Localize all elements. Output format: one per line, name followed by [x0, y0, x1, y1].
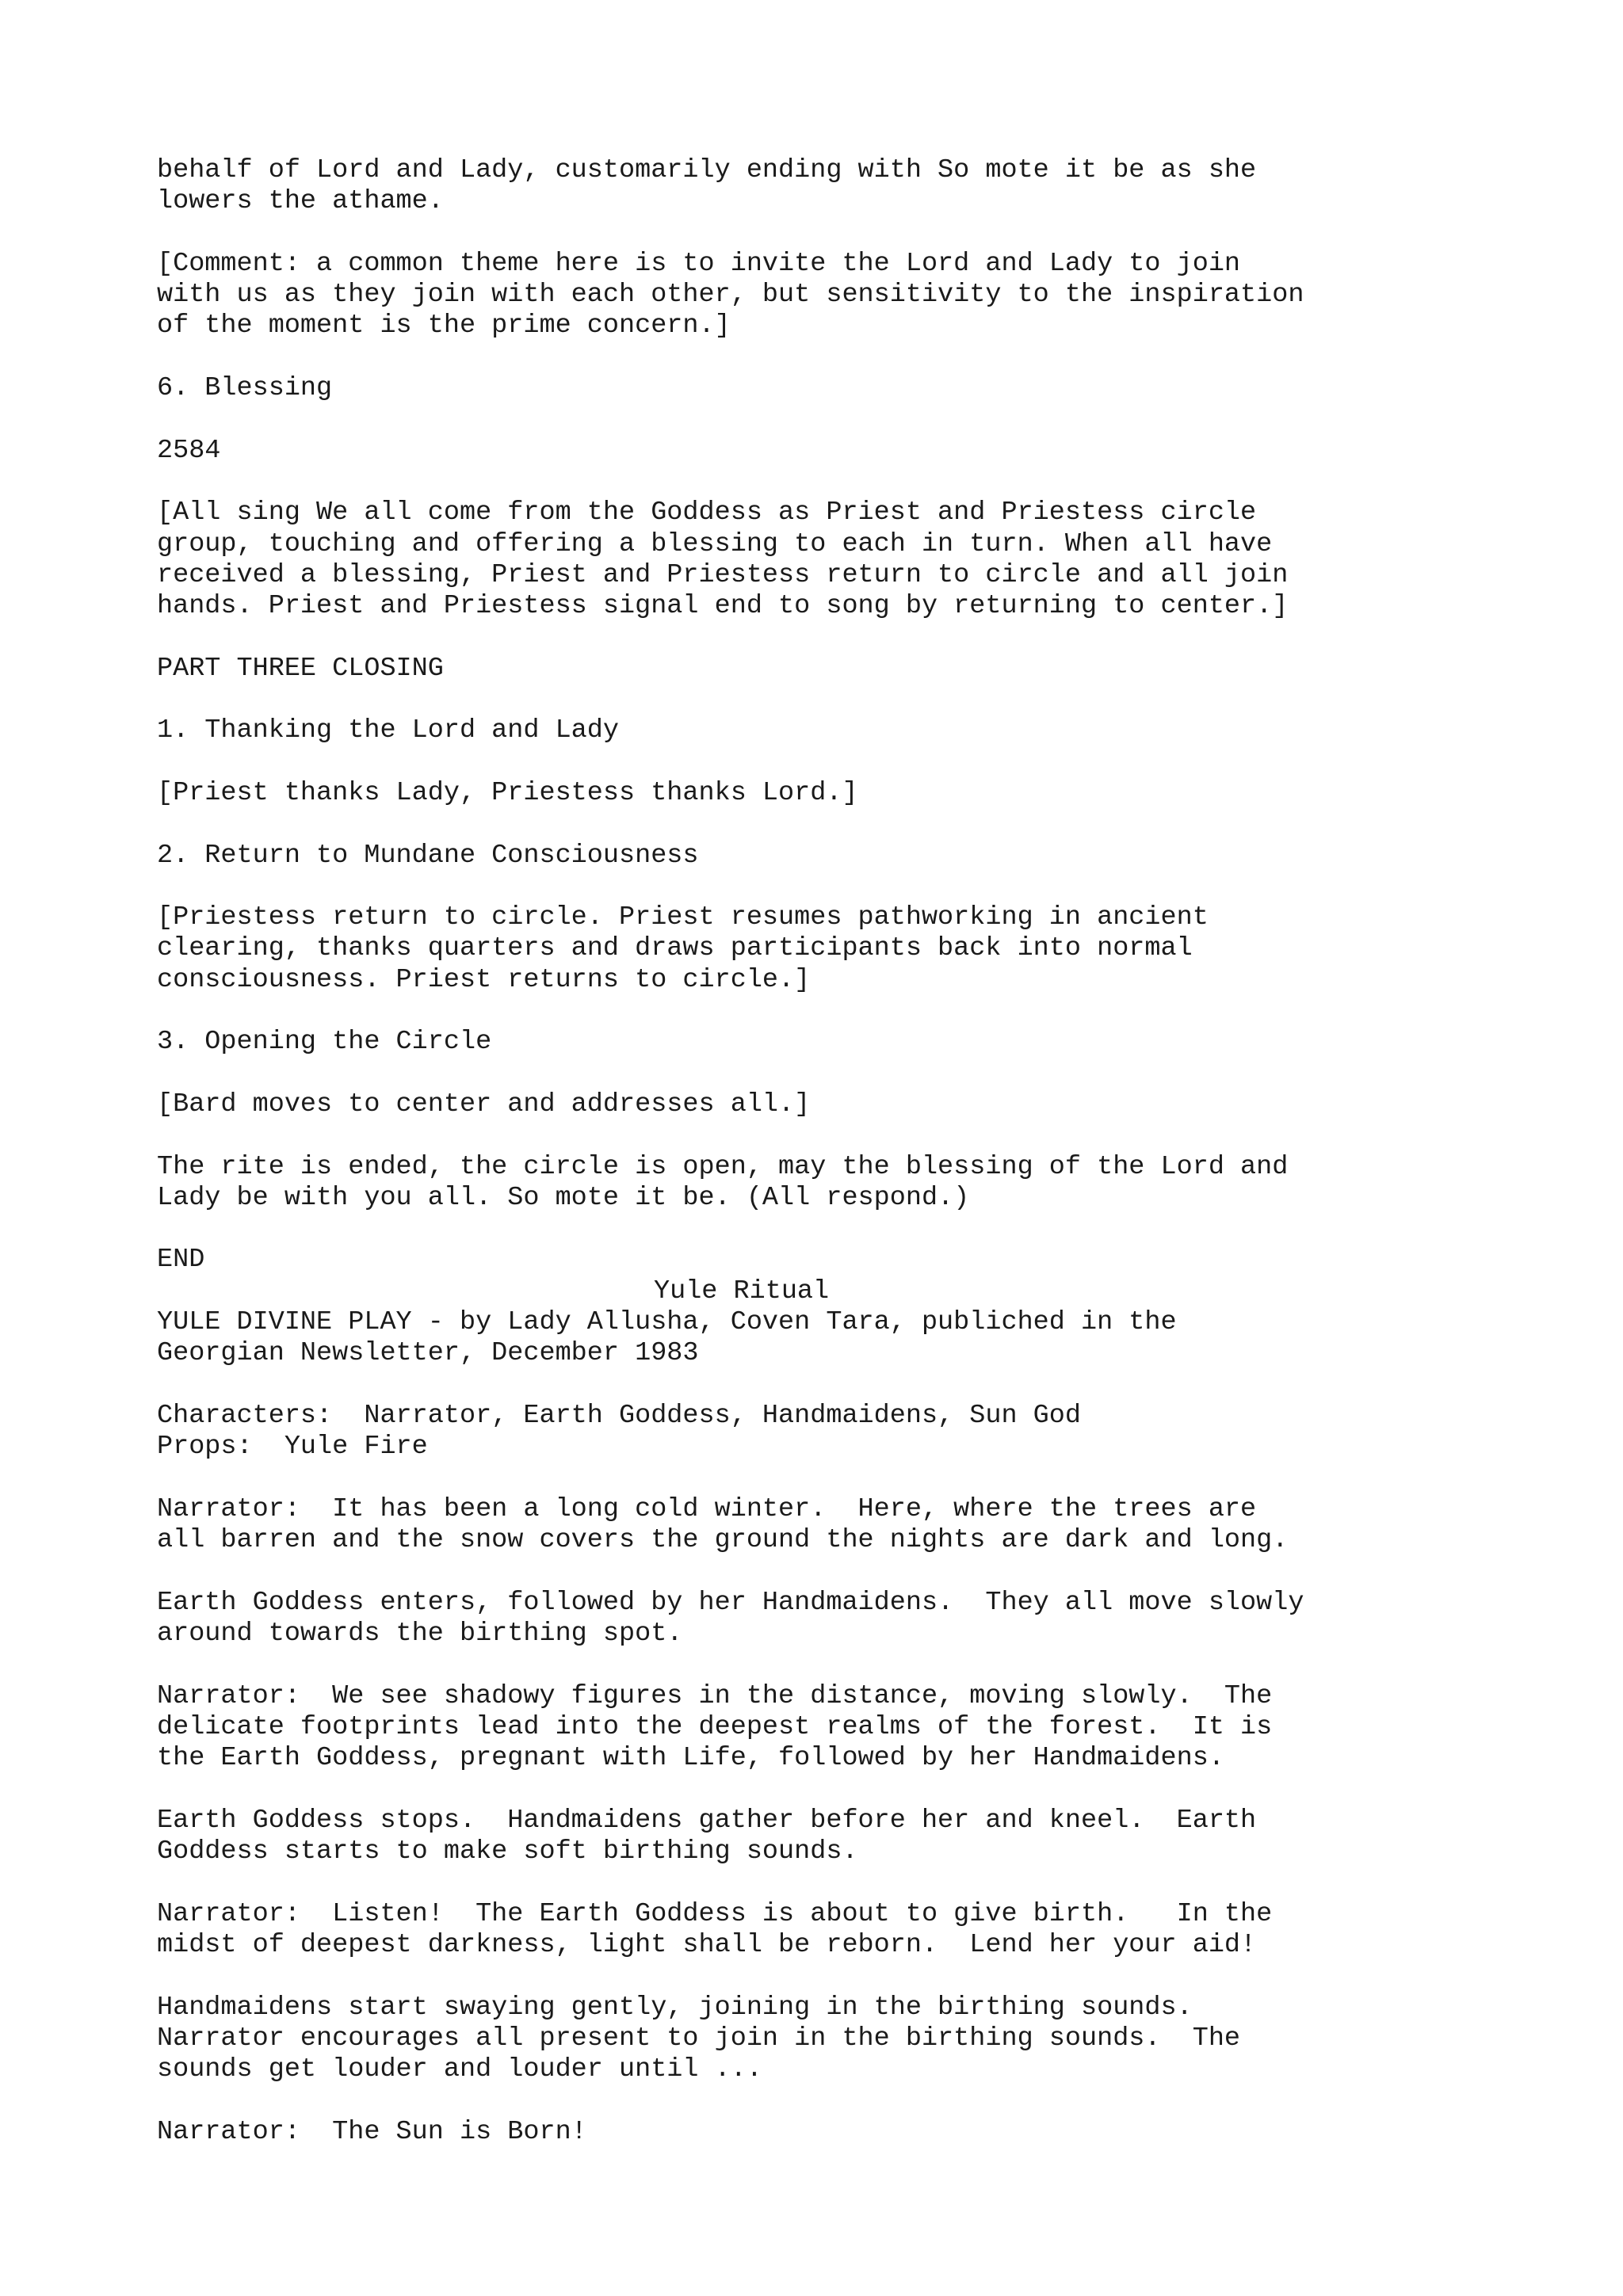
text-line: Narrator: Listen! The Earth Goddess is about to give birth. In the: [157, 1898, 1273, 1929]
text-line: 3. Opening the Circle: [157, 1027, 492, 1058]
text-line: [157, 1120, 1552, 1151]
text-line: around towards the birthing spot.: [157, 1618, 683, 1649]
text-line: [157, 2085, 1552, 2116]
text-line: Narrator: It has been a long cold winter. Here, where the trees are: [157, 1493, 1257, 1524]
text-line: [157, 1650, 1552, 1680]
text-line: The rite is ended, the circle is open, may the blessing of the Lord and: [157, 1151, 1289, 1182]
text-line: 2. Return to Mundane Consciousness: [157, 840, 699, 871]
text-line: PART THREE CLOSING: [157, 653, 444, 684]
text-line: END: [157, 1245, 205, 1276]
text-line: Props: Yule Fire: [157, 1432, 428, 1463]
text-line: Narrator: We see shadowy figures in the distance, moving slowly. The: [157, 1680, 1273, 1711]
text-line: [157, 622, 1552, 653]
text-line: 1. Thanking the Lord and Lady: [157, 715, 619, 746]
text-line: [157, 218, 1552, 249]
text-line: delicate footprints lead into the deepest realms of the forest. It is: [157, 1711, 1273, 1742]
text-line: [157, 1058, 1552, 1089]
text-line: [157, 996, 1552, 1027]
text-line: [Priestess return to circle. Priest resumes pathworking in ancient: [157, 902, 1209, 933]
text-line: [Priest thanks Lady, Priestess thanks Lord.]: [157, 777, 858, 808]
text-line: [157, 685, 1552, 715]
text-line: [Bard moves to center and addresses all.]: [157, 1089, 811, 1119]
text-line: received a blessing, Priest and Priestess return to circle and all join: [157, 559, 1289, 590]
text-line: Earth Goddess enters, followed by her Handmaidens. They all move slowly: [157, 1587, 1304, 1618]
text-line: clearing, thanks quarters and draws participants back into normal: [157, 933, 1193, 964]
text-line: 2584: [157, 435, 221, 466]
text-line: [157, 871, 1552, 902]
text-line: Handmaidens start swaying gently, joining in the birthing sounds.: [157, 1992, 1193, 2023]
text-line: YULE DIVINE PLAY - by Lady Allusha, Coven Tara, publiched in the: [157, 1306, 1177, 1337]
text-line: group, touching and offering a blessing to each in turn. When all have: [157, 528, 1273, 559]
text-line: with us as they join with each other, but sensitivity to the inspiration: [157, 280, 1304, 311]
text-line: Narrator: The Sun is Born!: [157, 2116, 587, 2147]
text-line: [Comment: a common theme here is to invite the Lord and Lady to join: [157, 248, 1241, 279]
text-line: sounds get louder and louder until ...: [157, 2054, 762, 2085]
text-line: hands. Priest and Priestess signal end to song by returning to center.]: [157, 591, 1289, 622]
text-line: [157, 1463, 1552, 1493]
text-line: all barren and the snow covers the ground the nights are dark and long.: [157, 1525, 1289, 1556]
text-line: [157, 404, 1552, 435]
text-line: 6. Blessing: [157, 373, 333, 404]
text-line: Characters: Narrator, Earth Goddess, Handmaidens, Sun God: [157, 1400, 1081, 1431]
text-line: consciousness. Priest returns to circle.]: [157, 964, 811, 995]
text-line: the Earth Goddess, pregnant with Life, followed by her Handmaidens.: [157, 1743, 1224, 1774]
text-line: Narrator encourages all present to join in the birthing sounds. The: [157, 2023, 1241, 2054]
text-line: [157, 467, 1552, 498]
text-line: Earth Goddess stops. Handmaidens gather before her and kneel. Earth: [157, 1805, 1257, 1836]
document-body: [157, 155, 1552, 2148]
text-line: [157, 342, 1552, 373]
text-line: Georgian Newsletter, December 1983: [157, 1338, 699, 1369]
text-line: [157, 1961, 1552, 1992]
section-title: Yule Ritual: [654, 1276, 830, 1306]
text-line: [All sing We all come from the Goddess as Priest and Priestess circle: [157, 498, 1257, 528]
text-line: [157, 809, 1552, 840]
text-line: [157, 1370, 1552, 1401]
text-line: lowers the athame.: [157, 186, 444, 217]
text-line: of the moment is the prime concern.]: [157, 311, 731, 341]
text-line: Lady be with you all. So mote it be. (All respond.): [157, 1182, 970, 1213]
text-line: Goddess starts to make soft birthing sounds.: [157, 1836, 858, 1867]
text-line: [157, 1867, 1552, 1898]
text-line: [157, 1556, 1552, 1587]
text-line: behalf of Lord and Lady, customarily ending with So mote it be as she: [157, 155, 1257, 185]
text-line: [157, 1774, 1552, 1805]
text-line: [157, 747, 1552, 778]
text-line: [157, 1214, 1552, 1245]
text-line: midst of deepest darkness, light shall be reborn. Lend her your aid!: [157, 1929, 1257, 1960]
